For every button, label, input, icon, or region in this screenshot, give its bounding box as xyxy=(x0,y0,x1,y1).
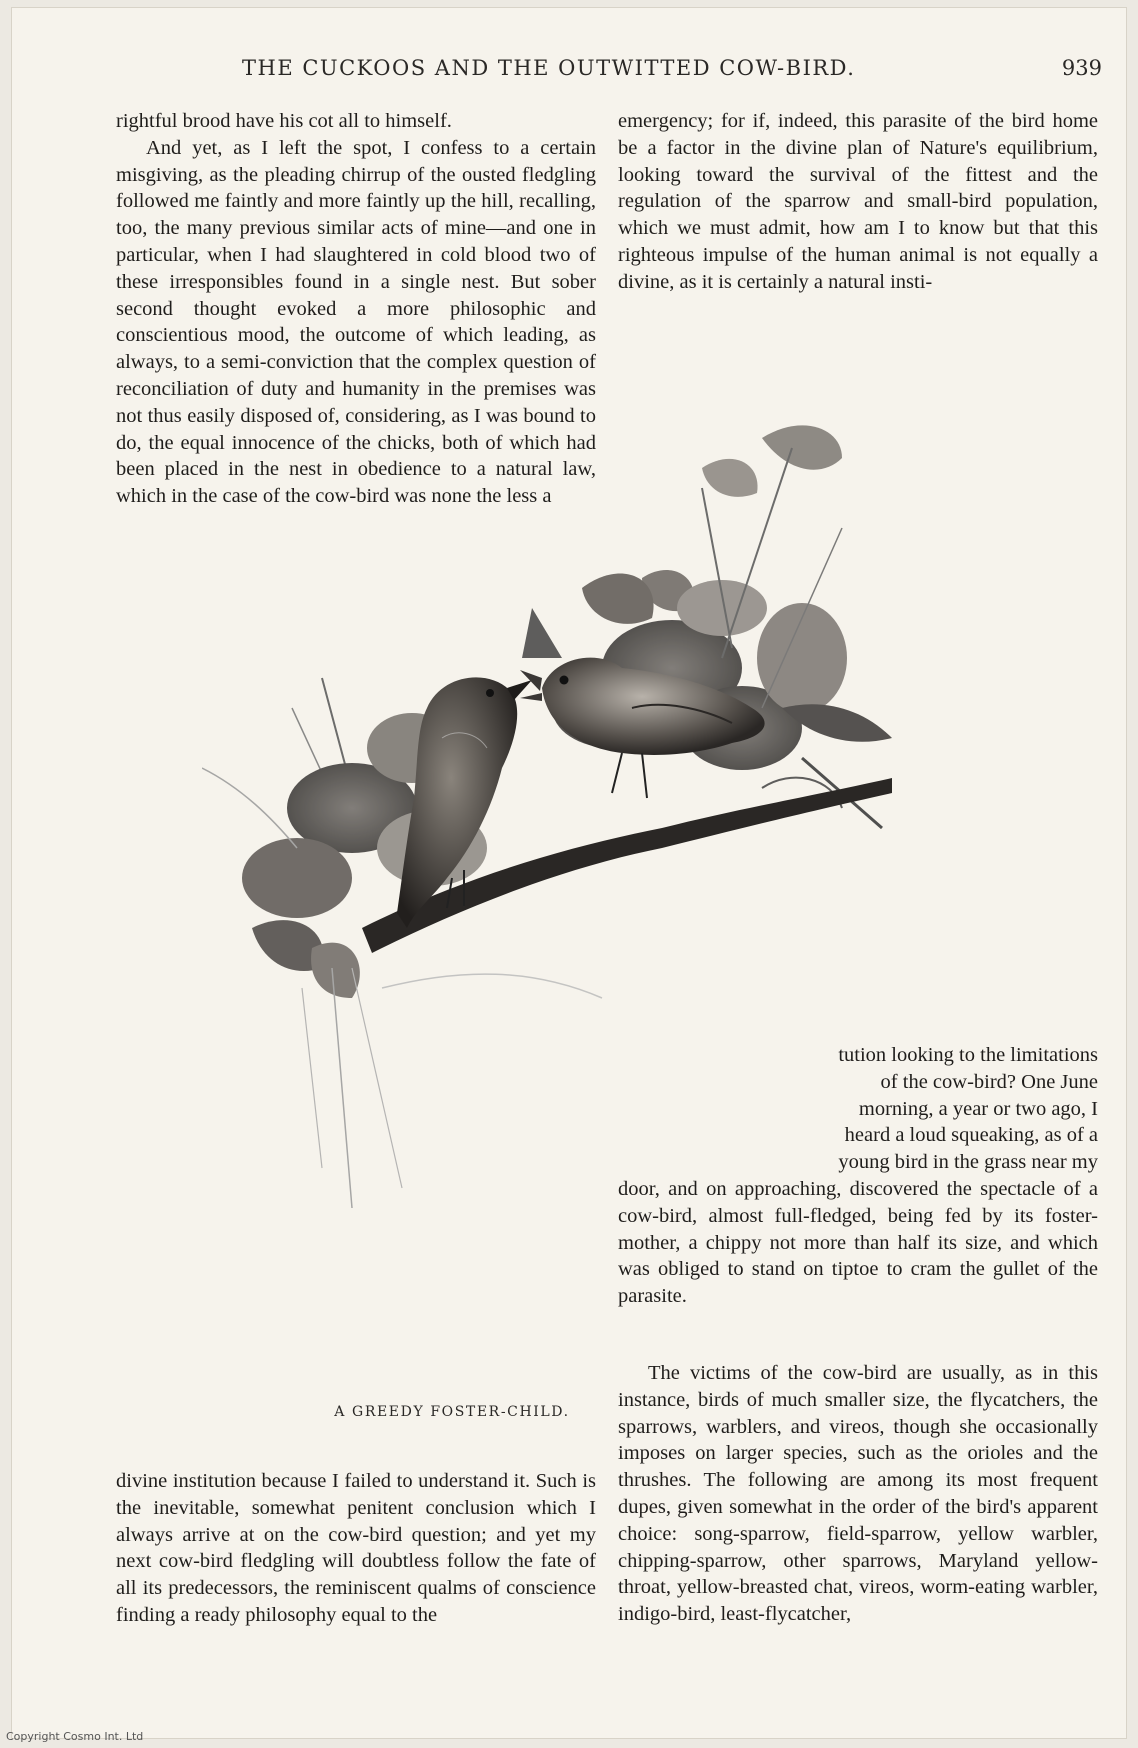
paragraph: The victims of the cow-bird are usually, as in this instance, birds of much smaller size, the flycatchers, the sparrows, warblers, and vireos, though she occasionally imposes on larger species, such as the orioles and the thrushes. The following are among its most frequent dupes, given somewhat in the order of the bird's apparent choice: song-sparrow, field-sparrow, yellow warbler, chipping-sparrow, other sparrows, Maryland yellow-throat, yellow-breasted chat, vireos, worm-eating warbler, indigo-bird, least-flycatcher, xyxy=(618,1362,1098,1626)
paragraph: emergency; for if, indeed, this parasite of the bird home be a factor in the divine plan of Nature's equilibrium, looking toward the survival of the fittest and the regulation of the sparrow and small-bird population, which we must admit, how am I to know but that this righteous impulse of the human animal is not equally a divine, as it is certainly a natural insti- xyxy=(618,110,1098,293)
right-column-wrap xyxy=(618,1042,1098,1310)
text-line: morning, a year or two ago, I xyxy=(858,1097,1098,1120)
text-line: young bird in the grass near my xyxy=(838,1151,1098,1174)
running-title: THE CUCKOOS AND THE OUTWITTED COW-BIRD. xyxy=(242,56,856,80)
foliage-lower xyxy=(202,678,602,1208)
foliage-upper xyxy=(522,425,892,828)
copyright-notice: Copyright Cosmo Int. Ltd xyxy=(6,1730,144,1743)
paragraph: door, and on approaching, discovered the spectacle of a cow-bird, almost full-fledged, being fed by its foster-mother, a chippy not more than half its size, and which was obliged to stand on tiptoe to cram the gullet of the parasite. xyxy=(618,1177,1098,1308)
right-column-bottom xyxy=(618,1360,1098,1628)
illustration-caption: A GREEDY FOSTER-CHILD. xyxy=(334,1404,570,1420)
paragraph: divine institution because I failed to understand it. Such is the inevitable, somewhat penitent conclusion which I always arrive at on the cow-bird question; and yet my next cow-bird fledgling will doubtless follow the fate of all its predecessors, the reminiscent qualms of conscience finding a ready philosophy equal to the xyxy=(116,1470,596,1626)
left-column-bottom xyxy=(116,1468,596,1629)
page-number: 939 xyxy=(1061,56,1102,80)
paragraph: rightful brood have his cot all to himself. xyxy=(116,110,452,132)
text-line: tution looking to the limitations xyxy=(838,1044,1098,1066)
text-line: heard a loud squeaking, as of a xyxy=(844,1124,1098,1147)
right-column-top xyxy=(618,108,1098,296)
text-line: of the cow-bird? One June xyxy=(880,1070,1098,1093)
page xyxy=(12,8,1126,1738)
running-header xyxy=(242,56,1102,86)
paragraph: And yet, as I left the spot, I confess to a certain misgiving, as the pleading chirrup of the ousted fledgling followed me faintly and more faintly up the hill, recalling, too, the many previous similar acts of mine—and one in particular, when I had slaughtered in cold blood two of these irresponsibles found in a single nest. But sober second thought evoked a more philosophic and conscientious mood, the outcome of which leading, as always, to a semi-conviction that the complex question of reconciliation of duty and humanity in the premises was not thus easily disposed of, considering, as I was bound to do, the equal innocence of the chicks, both of which had been placed in the nest in obedience to a natural law, which in the case of the cow-bird was none the less a xyxy=(116,136,596,508)
